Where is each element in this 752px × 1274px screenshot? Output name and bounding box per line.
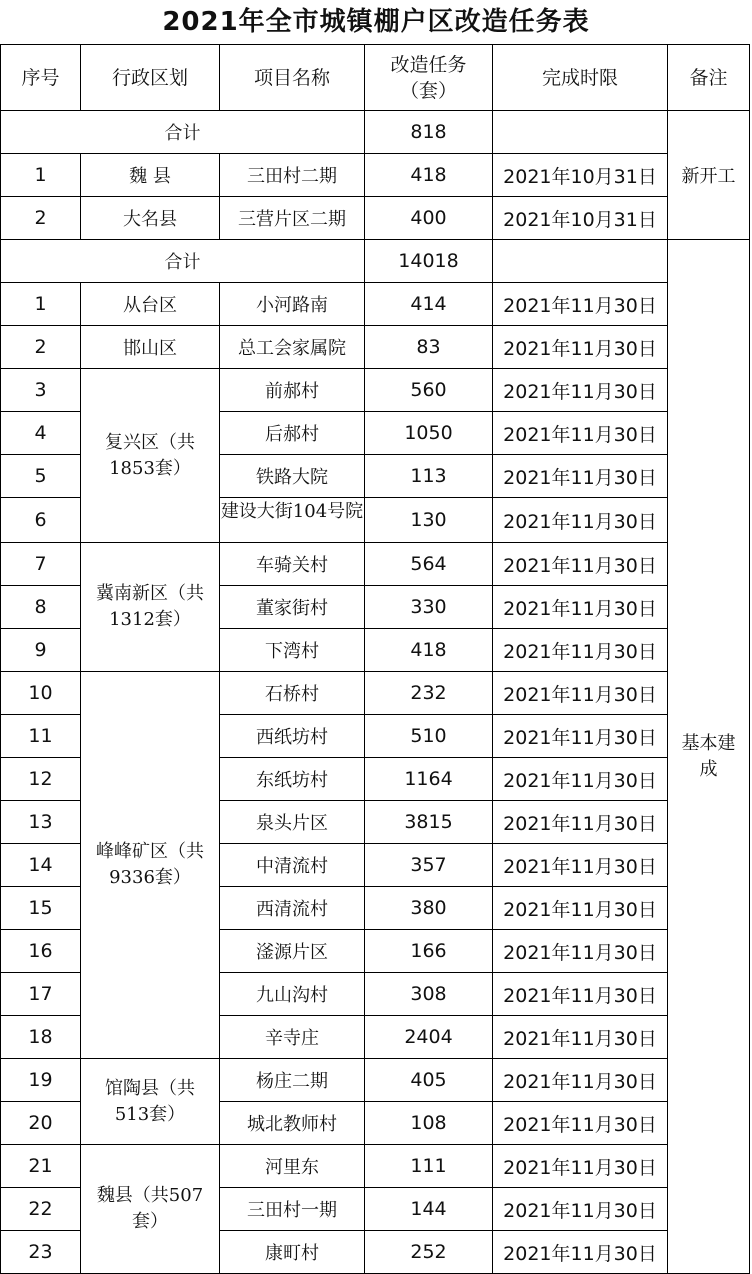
row-deadline: 2021年11月30日 (493, 844, 668, 887)
row-seq: 7 (1, 543, 81, 586)
row-seq: 16 (1, 930, 81, 973)
row-task: 113 (365, 455, 493, 498)
header-remark: 备注 (668, 45, 750, 111)
row-seq: 20 (1, 1102, 81, 1145)
renovation-task-table (0, 44, 750, 1274)
remark-text: 基本建成 (681, 732, 736, 780)
header-deadline: 完成时限 (493, 45, 668, 111)
subtotal-deadline-empty (493, 111, 668, 154)
remark-cell (668, 240, 750, 1274)
row-seq: 9 (1, 629, 81, 672)
row-project: 杨庄二期 (220, 1059, 365, 1102)
table-row (1, 326, 750, 369)
row-task: 380 (365, 887, 493, 930)
row-project: 河里东 (220, 1145, 365, 1188)
row-deadline: 2021年11月30日 (493, 412, 668, 455)
row-project: 后郝村 (220, 412, 365, 455)
row-deadline: 2021年11月30日 (493, 1016, 668, 1059)
subtotal-deadline-empty (493, 240, 668, 283)
row-project (220, 498, 365, 543)
row-district: 魏 县 (81, 154, 220, 197)
row-project: 三营片区二期 (220, 197, 365, 240)
row-seq: 23 (1, 1231, 81, 1274)
table-row (1, 1145, 750, 1188)
subtotal-value: 14018 (365, 240, 493, 283)
row-project-text: 建设大街104号院 (220, 501, 364, 522)
row-project: 前郝村 (220, 369, 365, 412)
row-seq: 4 (1, 412, 81, 455)
row-task: 405 (365, 1059, 493, 1102)
row-project: 下湾村 (220, 629, 365, 672)
row-task: 111 (365, 1145, 493, 1188)
row-deadline: 2021年11月30日 (493, 930, 668, 973)
row-seq: 13 (1, 801, 81, 844)
row-deadline: 2021年11月30日 (493, 1188, 668, 1231)
row-district: 大名县 (81, 197, 220, 240)
row-deadline: 2021年10月31日 (493, 154, 668, 197)
subtotal-row (1, 240, 750, 283)
row-project: 九山沟村 (220, 973, 365, 1016)
row-task: 418 (365, 629, 493, 672)
row-seq: 6 (1, 498, 81, 543)
row-district (81, 1145, 220, 1274)
row-task: 308 (365, 973, 493, 1016)
row-project: 三田村二期 (220, 154, 365, 197)
row-task: 330 (365, 586, 493, 629)
row-project: 中清流村 (220, 844, 365, 887)
row-seq: 17 (1, 973, 81, 1016)
row-project: 西清流村 (220, 887, 365, 930)
row-deadline: 2021年11月30日 (493, 1145, 668, 1188)
row-project: 东纸坊村 (220, 758, 365, 801)
row-project: 泉头片区 (220, 801, 365, 844)
row-deadline: 2021年11月30日 (493, 498, 668, 543)
row-deadline: 2021年11月30日 (493, 758, 668, 801)
row-seq: 3 (1, 369, 81, 412)
row-task: 130 (365, 498, 493, 543)
row-seq: 11 (1, 715, 81, 758)
row-deadline: 2021年11月30日 (493, 715, 668, 758)
row-task: 166 (365, 930, 493, 973)
row-deadline: 2021年11月30日 (493, 973, 668, 1016)
district-guantao: 馆陶县（共513套） (105, 1077, 195, 1125)
row-seq: 1 (1, 154, 81, 197)
row-task: 564 (365, 543, 493, 586)
row-project: 西纸坊村 (220, 715, 365, 758)
table-row (1, 283, 750, 326)
row-deadline: 2021年11月30日 (493, 1059, 668, 1102)
row-project: 三田村一期 (220, 1188, 365, 1231)
row-project: 城北教师村 (220, 1102, 365, 1145)
row-task: 414 (365, 283, 493, 326)
row-project: 石桥村 (220, 672, 365, 715)
row-project: 董家街村 (220, 586, 365, 629)
row-deadline: 2021年11月30日 (493, 369, 668, 412)
row-district: 从台区 (81, 283, 220, 326)
row-task: 2404 (365, 1016, 493, 1059)
row-seq: 12 (1, 758, 81, 801)
row-seq: 21 (1, 1145, 81, 1188)
district-weixian: 魏县（共507套） (96, 1185, 204, 1232)
row-deadline: 2021年11月30日 (493, 326, 668, 369)
row-task: 1164 (365, 758, 493, 801)
header-task (365, 45, 493, 111)
header-task-label: 改造任务（套） (390, 53, 467, 102)
row-deadline: 2021年11月30日 (493, 672, 668, 715)
row-seq: 8 (1, 586, 81, 629)
table-row (1, 1059, 750, 1102)
row-district (81, 1059, 220, 1145)
row-project: 小河路南 (220, 283, 365, 326)
row-deadline: 2021年11月30日 (493, 629, 668, 672)
remark-cell: 新开工 (668, 111, 750, 240)
subtotal-value: 818 (365, 111, 493, 154)
row-deadline: 2021年11月30日 (493, 1102, 668, 1145)
table-row (1, 197, 750, 240)
row-deadline: 2021年11月30日 (493, 801, 668, 844)
table-row (1, 543, 750, 586)
table-row (1, 154, 750, 197)
header-row (1, 45, 750, 111)
row-task: 108 (365, 1102, 493, 1145)
row-project: 车骑关村 (220, 543, 365, 586)
header-district: 行政区划 (81, 45, 220, 111)
row-task: 232 (365, 672, 493, 715)
row-task: 144 (365, 1188, 493, 1231)
row-district (81, 369, 220, 543)
district-fuxing: 复兴区（共1853套） (105, 431, 195, 479)
row-deadline: 2021年11月30日 (493, 586, 668, 629)
row-deadline: 2021年10月31日 (493, 197, 668, 240)
row-seq: 19 (1, 1059, 81, 1102)
subtotal-label: 合计 (1, 240, 365, 283)
row-project: 铁路大院 (220, 455, 365, 498)
row-district (81, 543, 220, 672)
row-deadline: 2021年11月30日 (493, 887, 668, 930)
row-task: 83 (365, 326, 493, 369)
table-row (1, 672, 750, 715)
row-seq: 14 (1, 844, 81, 887)
table-row (1, 369, 750, 412)
row-seq: 5 (1, 455, 81, 498)
district-fengfeng: 峰峰矿区（共9336套） (96, 841, 204, 888)
district-jinan: 冀南新区（共1312套） (96, 583, 204, 630)
row-seq: 2 (1, 326, 81, 369)
row-task: 400 (365, 197, 493, 240)
row-project: 辛寺庄 (220, 1016, 365, 1059)
row-deadline: 2021年11月30日 (493, 455, 668, 498)
row-seq: 15 (1, 887, 81, 930)
row-task: 560 (365, 369, 493, 412)
header-seq: 序号 (1, 45, 81, 111)
row-district: 邯山区 (81, 326, 220, 369)
row-task: 252 (365, 1231, 493, 1274)
row-seq: 22 (1, 1188, 81, 1231)
row-project: 康町村 (220, 1231, 365, 1274)
row-task: 3815 (365, 801, 493, 844)
subtotal-label: 合计 (1, 111, 365, 154)
table-title: 2021年全市城镇棚户区改造任务表 (162, 7, 590, 37)
row-seq: 18 (1, 1016, 81, 1059)
row-task: 357 (365, 844, 493, 887)
row-task: 510 (365, 715, 493, 758)
row-project: 总工会家属院 (220, 326, 365, 369)
row-seq: 1 (1, 283, 81, 326)
row-task: 418 (365, 154, 493, 197)
header-project: 项目名称 (220, 45, 365, 111)
subtotal-row (1, 111, 750, 154)
row-deadline: 2021年11月30日 (493, 1231, 668, 1274)
row-seq: 2 (1, 197, 81, 240)
row-task: 1050 (365, 412, 493, 455)
row-district (81, 672, 220, 1059)
row-deadline: 2021年11月30日 (493, 543, 668, 586)
row-project: 滏源片区 (220, 930, 365, 973)
row-deadline: 2021年11月30日 (493, 283, 668, 326)
row-seq: 10 (1, 672, 81, 715)
